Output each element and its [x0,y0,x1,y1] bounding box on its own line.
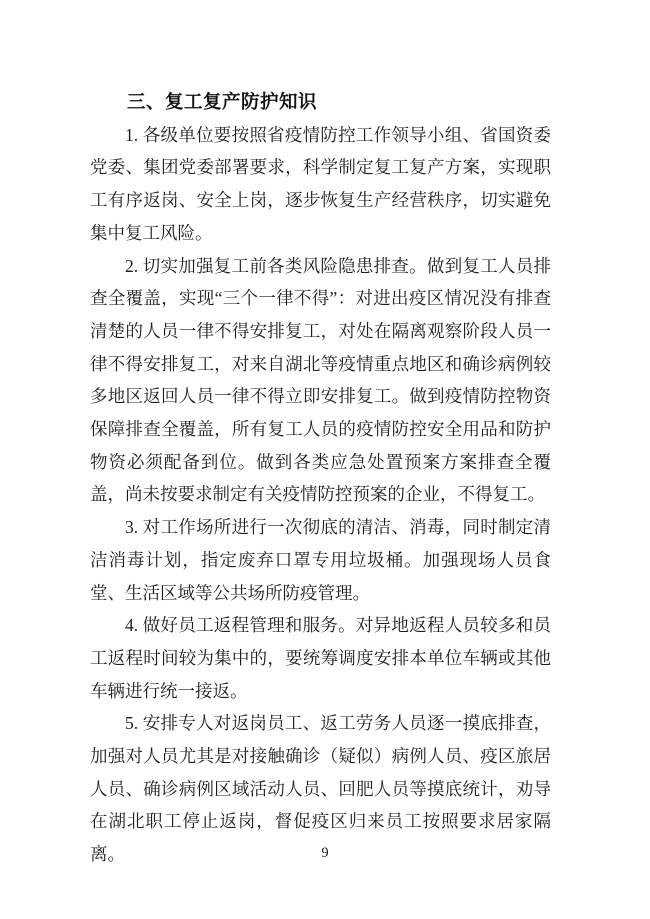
body-paragraph: 3. 对工作场所进行一次彻底的清洁、消毒，同时制定清洁消毒计划，指定废弃口罩专用垃圾桶。加强现场人员食堂、生活区域等公共场所防疫管理。 [90,517,551,603]
document-body [90,119,551,871]
section-heading: 三、复工复产防护知识 [127,91,318,112]
body-paragraph: 1. 各级单位要按照省疫情防控工作领导小组、省国资委党委、集团党委部署要求，科学制定复工复产方案，实现职工有序返岗、安全上岗，逐步恢复生产经营秩序，切实避免集中复工风险。 [90,124,551,243]
page-number: 9 [321,845,329,861]
body-paragraph: 5. 安排专人对返岗员工、返工劳务人员逐一摸底排查，加强对人员尤其是对接触确诊（疑似）病例人员、疫区旅居人员、确诊病例区域活动人员、回肥人员等摸底统计，劝导在湖北职工停止返岗，督促疫区归来员工按照要求居家隔离。 [90,713,551,865]
body-paragraph: 2. 切实加强复工前各类风险隐患排查。做到复工人员排查全覆盖，实现“三个一律不得”：对进出疫区情况没有排查清楚的人员一律不得安排复工，对处在隔离观察阶段人员一律不得安排复工，对来自湖北等疫情重点地区和确诊病例较多地区返回人员一律不得立即安排复工。做到疫情防控物资保障排查全覆盖，所有复工人员的疫情防控安全用品和防护物资必须配备到位。做到各类应急处置预案方案排查全覆盖，尚未按要求制定有关疫情防控预案的企业，不得复工。 [90,255,551,505]
body-paragraph: 4. 做好员工返程管理和服务。对异地返程人员较多和员工返程时间较为集中的，要统筹调度安排本单位车辆或其他车辆进行统一接返。 [90,615,551,701]
document-content [90,86,551,871]
